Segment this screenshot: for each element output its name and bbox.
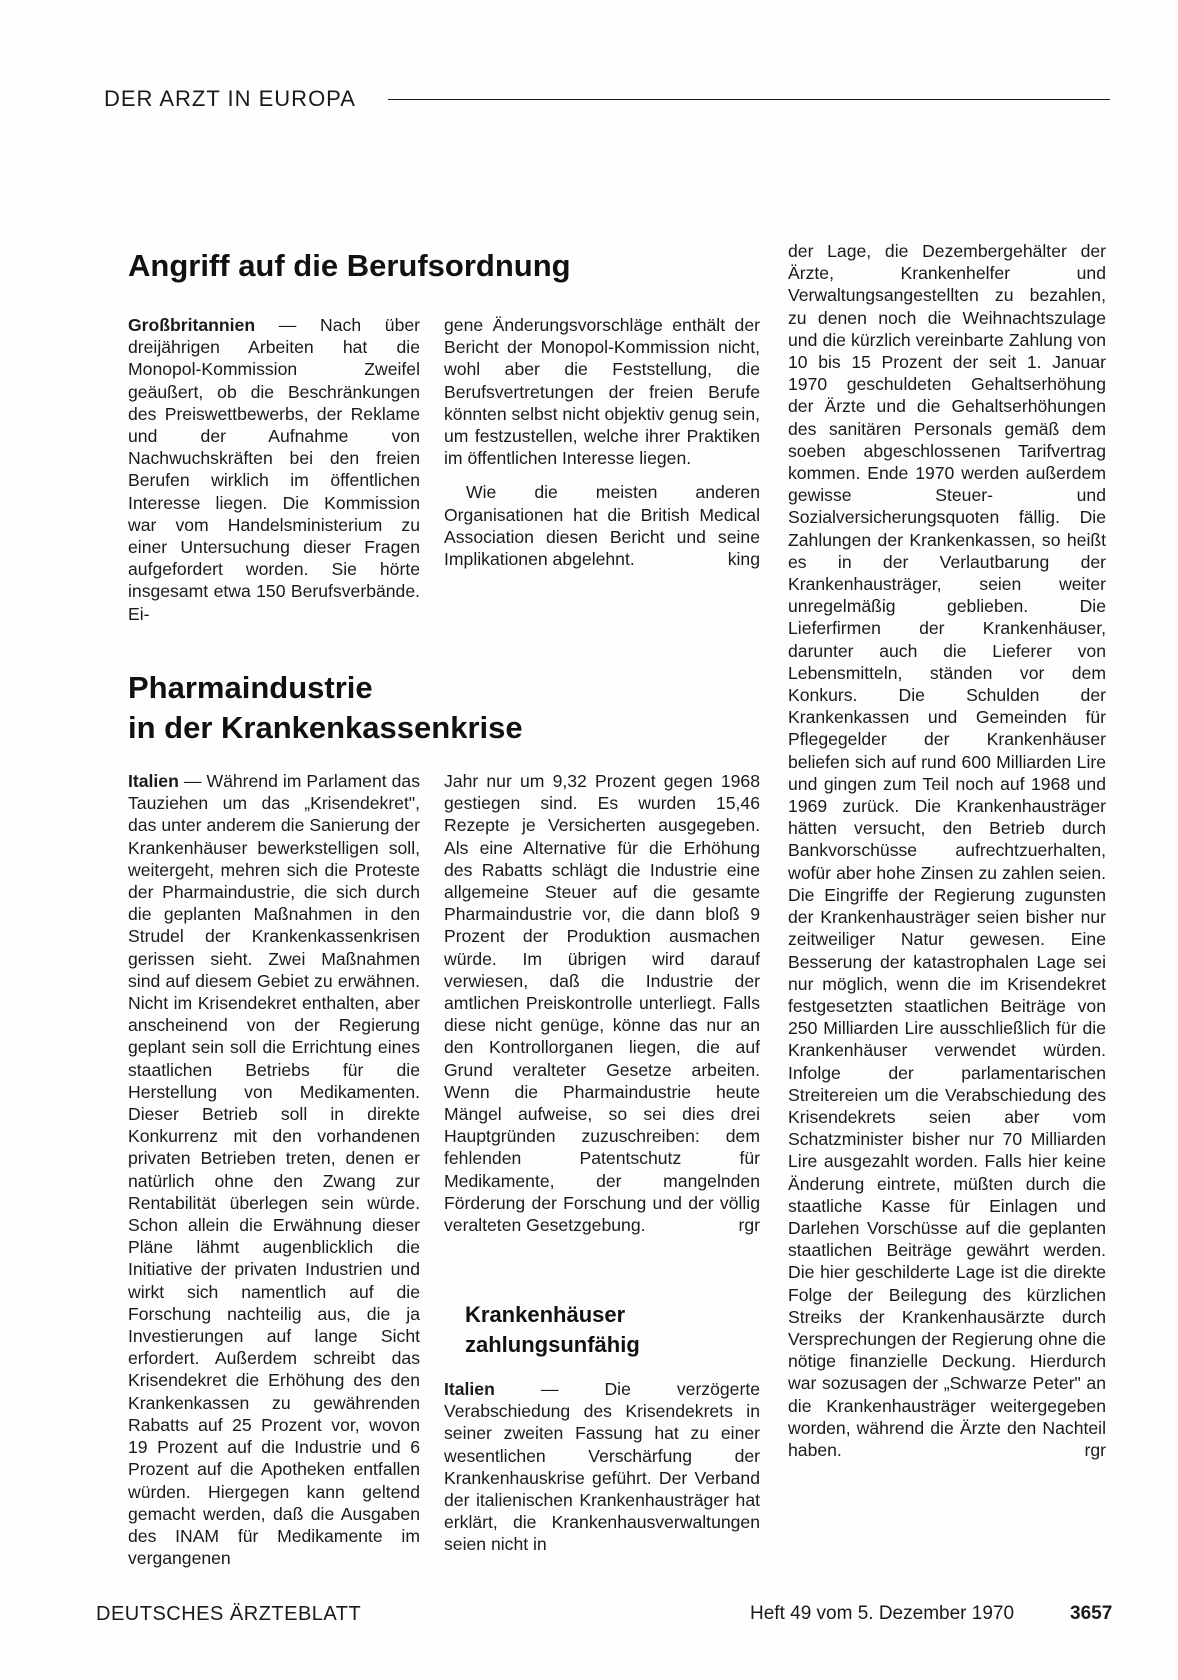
article3-column-2-text [444, 1378, 760, 1556]
article3-lead: Italien [444, 1379, 495, 1399]
article1-body-2: Wie die meisten anderen Organisationen hat die British Medical Association diesen Bericht und seine Implikationen abgelehnt. [444, 482, 760, 570]
article1-column-2 [444, 314, 760, 582]
article2-headline-line-2: in der Krankenkassenkrise [128, 710, 523, 745]
article2-headline [128, 668, 523, 748]
article3-column-3-text [788, 240, 1106, 1461]
article1-paragraph-1: gene Änderungsvorschläge enthält der Bericht der Monopol-Kommission nicht, wohl aber die Feststellung, die Berufsvertretungen der freien Berufe könnten selbst nicht objektiv genug sein, um festzustellen, welche ihrer Praktiken im öffentlichen Interesse liegen. [444, 315, 760, 469]
article2-column-2-text [444, 770, 760, 1236]
article1-headline: Angriff auf die Berufsordnung [128, 248, 571, 283]
footer-issue: Heft 49 vom 5. Dezember 1970 [750, 1603, 1015, 1624]
article2-lead: Italien [128, 771, 179, 791]
article2-signature: rgr [738, 1215, 760, 1236]
section-header: DER ARZT IN EUROPA [104, 86, 356, 111]
article3-body-1: — Die verzögerte Verabschiedung des Krisendekrets in seiner zweiten Fassung hat zu einer wesentlichen Verschärfung der Krankenhauskrise geführt. Der Verband der italienischen Krankenhausträger hat erklärt, die Krankenhausverwaltungen seien nicht in [444, 1379, 760, 1555]
article3-headline [465, 1300, 640, 1360]
article3-headline-line-2: zahlungsunfähig [465, 1332, 640, 1357]
article1-lead: Großbritannien [128, 315, 256, 335]
article1-paragraph-2 [444, 481, 760, 570]
article3-signature: rgr [1084, 1439, 1106, 1460]
article3-body-2: der Lage, die Dezembergehälter der Ärzte, Krankenhelfer und Verwaltungsangestellten zu bezahlen, zu denen noch die Weihnachtszulage und die kürzlich vereinbarte Zahlung von 10 bis 15 Prozent der seit 1. Januar 1970 geschuldeten Gehaltserhöhung der Ärzte und die Gehaltserhöhungen des sanitären Personals gemäß dem soeben abgeschlossenen Tarifvertrag kommen. Ende 1970 werden außerdem gewisse Steuer- und Sozialversicherungsquoten fällig. Die Zahlungen der Krankenkassen, so heißt es in der Verlautbarung der Krankenhausträger, seien weiter unregelmäßig geblieben. Die Lieferfirmen der Krankenhäuser, darunter auch die Lieferer von Lebensmitteln, ständen vor dem Konkurs. Die Schulden der Krankenkassen und Gemeinden für Pflegegelder der Krankenhäuser beliefen sich auf rund 600 Milliarden Lire und gingen zum Teil noch auf 1968 und 1969 zurück. Die Krankenhausträger hätten versucht, den Betrieb durch Bankvorschüsse aufrechtzuerhalten, wofür aber hohe Zinsen zu zahlen seien. Die Eingriffe der Regierung zugunsten der Krankenhausträger seien bisher nur zeitweiliger Natur gewesen. Eine Besserung der katastrophalen Lage sei nur möglich, wenn die im Krisendekret festgesetzten staatlichen Beiträge von 250 Milliarden Lire ausschließlich für die Krankenhäuser verwendet würden. Infolge der parlamentarischen Streitereien um die Verabschiedung des Krisendekrets seien aber vom Schatzminister bisher nur 70 Milliarden Lire ausgezahlt worden. Falls hier keine Änderung eintrete, müßten durch die staatliche Kasse für Einlagen und Darlehen Vorschüsse auf die geplanten staatlichen Beiträge gewährt werden. Die hier geschilderte Lage ist die direkte Folge der Beilegung des kürzlichen Streiks der Krankenhausärzte durch Versprechungen der Regierung ohne die nötige finanzielle Deckung. Hierdurch war sozusagen der „Schwarze Peter" an die Krankenhausträger weitergegeben worden, während die Ärzte den Nachteil haben. [788, 241, 1106, 1460]
article2-column-1-text [128, 770, 420, 1569]
article2-body-1: — Während im Parlament das Tauziehen um das „Krisendekret", das unter anderem die Sanierung der Krankenhäuser bewerkstelligen soll, weitergeht, mehren sich die Proteste der Pharmaindustrie, die sich durch die geplanten Maßnahmen in den Strudel der Krankenkassenkrisen gerissen sieht. Zwei Maßnahmen sind auf diesem Gebiet zu erwähnen. Nicht im Krisendekret enthalten, aber anscheinend von der Regierung geplant sein soll die Errichtung eines staatlichen Betriebs für die Herstellung von Medikamenten. Dieser Betrieb soll in direkte Konkurrenz mit den vorhandenen privaten Betrieben treten, denen er natürlich ohne den Zwang zur Rentabilität überlegen sein würde. Schon allein die Erwähnung dieser Pläne lähmt augenblicklich die Initiative der privaten Industrien und wirkt sich namentlich auf die Forschung nachteilig aus, die ja Investierungen auf lange Sicht erfordert. Außerdem schreibt das Krisendekret die Erhöhung des den Krankenkassen zu gewährenden Rabatts auf 25 Prozent vor, wovon 19 Prozent auf die Industrie und 6 Prozent auf die Apotheken entfallen würden. Hiergegen kann geltend gemacht werden, daß die Ausgaben des INAM für Medikamente im vergangenen [128, 771, 420, 1569]
article2-column-2 [444, 770, 760, 1248]
article1-column-1-text [128, 314, 420, 625]
article1-signature: king [727, 549, 760, 570]
article1-column-1 [128, 314, 420, 637]
article2-column-1 [128, 770, 420, 1581]
header-rule [388, 99, 1110, 100]
footer-page-number: 3657 [1070, 1603, 1113, 1624]
article1-body-1: — Nach über dreijährigen Arbeiten hat die Monopol-Kommission Zweifel geäußert, ob die Beschränkungen des Preiswettbewerbs, der Reklame und der Aufnahme von Nachwuchskräften bei den freien Berufen wirklich im öffentlichen Interesse liegen. Die Kommission war vom Handelsministerium zu einer Untersuchung dieser Fragen aufgefordert worden. Sie hörte insgesamt etwa 150 Berufsverbände. Ei- [128, 315, 421, 624]
article2-headline-line-1: Pharmaindustrie [128, 670, 373, 705]
article3-column-3 [788, 240, 1106, 1473]
article3-headline-line-1: Krankenhäuser [465, 1302, 626, 1327]
article3-column-2 [444, 1378, 760, 1568]
article2-body-2: Jahr nur um 9,32 Prozent gegen 1968 gestiegen sind. Es wurden 15,46 Rezepte je Versicherten ausgegeben. Als eine Alternative für die Erhöhung des Rabatts schlägt die Industrie eine allgemeine Steuer auf die gesamte Pharmaindustrie vor, die dann bloß 9 Prozent der Produktion ausmachen würde. Im übrigen wird darauf verwiesen, daß die Industrie der amtlichen Preiskontrolle unterliegt. Falls diese nicht genüge, könne das nur an den Kontrollorganen liegen, die auf Grund veralteter Gesetze arbeiten. Wenn die Pharmaindustrie heute Mängel aufweise, so sei dies drei Hauptgründen zuzuschreiben: dem fehlenden Patentschutz für Medikamente, der mangelnden Förderung der Forschung und der völlig veralteten Gesetzgebung. [444, 771, 760, 1236]
footer-publication: DEUTSCHES ÄRZTEBLATT [96, 1603, 362, 1625]
